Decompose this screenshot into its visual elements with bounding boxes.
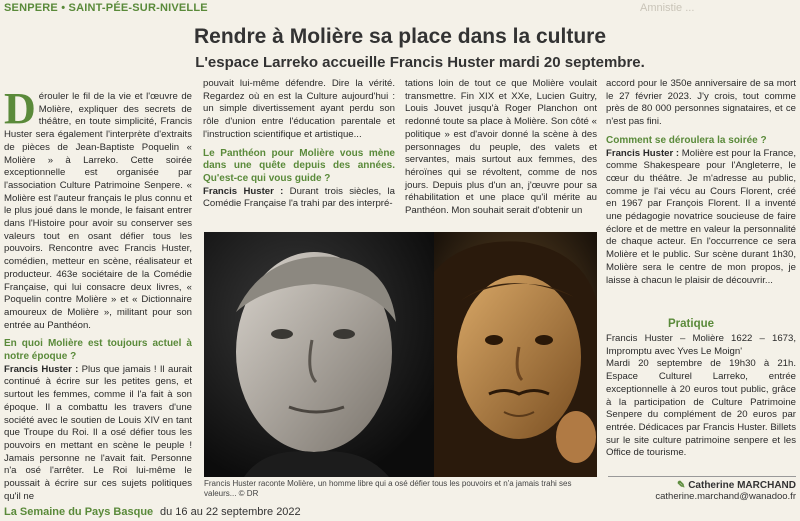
intro-text: érouler le fil de la vie et l'œuvre de Molière, expliquer des secrets de théâtre, en toute simplicité, Francis Huster sera également l'interprète d'extraits de pièces de Jean-Baptiste Poquelin « Molière » à Larreko. Cette soirée exceptionnelle est organisée par l'association Culture Patrimoine Senpere. « Molière est l'auteur français le plus connu et le plus joué dans le monde, le faisant entrer dans l'Histoire pour avoir su conserver ses valeurs tout en osant défier tous les pouvoirs. Rencontre avec Francis Huster, comédien, metteur en scène, réalisateur et producteur. 463e sociétaire de la Comédie Française, qui lui consacre deux livres, « Poquelin contre Molière » et « Dictionnaire amoureux de Molière », militant pour son entrée au Panthéon. [4, 91, 192, 331]
pratique-box [606, 333, 796, 460]
pratique-details: Mardi 20 septembre de 19h30 à 21h. Espace Culturel Larreko, entrée exceptionnelle à 20 euros tout public, grâce à la participation de Culture Patrimoine Senpere du complément de 20 euros par entrée. Dédicaces par Francis Huster. Billets sur le site culture patrimoine senpere et les Office de tourisme. [606, 358, 796, 459]
column-3 [405, 78, 597, 218]
issue-date: du 16 au 22 septembre 2022 [160, 506, 301, 518]
article-subtitle: L'espace Larreko accueille Francis Huster mardi 20 septembre. [195, 54, 645, 71]
dropcap: D [4, 84, 36, 133]
intro-paragraph [4, 84, 192, 332]
answer-3-text: Molière est pour la France, comme Shakespeare pour l'Angleterre, le cœur du théâtre. Je m'adresse au public, comme je l'ai vécu au Cours Florent, créé en 1967 par François Florent. Il a inventé une pédagogie novatrice soucieuse de faire éclore et de mettre en valeur la personnalité de chaque acteur. En l'occurrence ce sera Molière et le public. Sur scène durant 1h30, Molière sera le centre de mon propos, je laisse à chacun le plaisir de découvrir... [606, 147, 796, 286]
author-line [608, 480, 796, 491]
pratique-show: Francis Huster – Molière 1622 – 1673, Impromptu avec Yves Le Moign' [606, 333, 796, 357]
photo-illustration [204, 232, 597, 477]
byline [608, 476, 796, 502]
answer-1 [4, 364, 192, 504]
page-footer [0, 503, 800, 521]
article-photo [204, 232, 597, 477]
answer-2 [203, 186, 395, 211]
adjacent-page-text: Amnistie ... [640, 2, 695, 14]
column-4 [606, 78, 796, 287]
answer-3 [606, 148, 796, 288]
column-2 [203, 78, 395, 211]
section-label: SENPERE • SAINT-PÉE-SUR-NIVELLE [4, 2, 208, 14]
pratique-heading: Pratique [668, 318, 715, 330]
answer-1-text: Plus que jamais ! Il aurait continué à écrire sur les petites gens, et surtout les femmes, comme il l'a fait à son époque. Il a combattu les travers d'une société avec le soutien de Louis XIV en tant que Troupe du Roi. Il a osé défier tous les pouvoirs en mettant en scène le peuple ! Jamais personne ne l'avait fait. Personne n'a osé l'arrêter. Le Roi lui-même le poussait à écrire sur ces sujets politiques qu'il ne [4, 363, 192, 502]
question-2: Le Panthéon pour Molière vous mène dans une quête depuis des années. Qu'est-ce qui vous guide ? [203, 147, 395, 184]
speaker-label: Francis Huster : [4, 363, 79, 375]
photo-caption: Francis Huster raconte Molière, un homme libre qui a osé défier tous les pouvoirs et n'a jamais trahi ses valeurs... © DR [204, 479, 572, 498]
column-4-paragraph: accord pour le 350e anniversaire de sa mort le 27 février 2023. J'y crois, tout comme près de 80 000 personnes signataires, et ce n'est pas fini. [606, 78, 796, 128]
author-email[interactable]: catherine.marchand@wanadoo.fr [655, 491, 796, 502]
column-3-paragraph: tations loin de tout ce que Molière voulait transmettre. Fin XIX et XXe, Lucien Guitry, Louis Jouvet jusqu'à Roger Planchon ont redonné toute sa place à Molière. Son côté « politique » est d'avoir donné la scène à des personnages du peuple, des valets et servantes, mais surtout aux femmes, des héroïnes qui se révoltent, comme de nos jours. Depuis plus d'un an, j'œuvre pour sa réhabilitation et une place qu'il mérite au Panthéon. Mon souhait serait d'obtenir un [405, 78, 597, 217]
pen-icon: ✎ [677, 480, 689, 491]
page-header [0, 0, 800, 18]
publication-name: La Semaine du Pays Basque [4, 506, 154, 518]
speaker-label: Francis Huster : [203, 185, 284, 197]
question-1: En quoi Molière est toujours actuel à notre époque ? [4, 338, 192, 363]
column-2-paragraph: pouvait lui-même défendre. Dire la vérité. Regardez où en est la Culture aujourd'hui : un simple divertissement ayant perdu son rôle d'union entre l'éducation parentale et l'instruction scientifique et artistique... [203, 78, 395, 140]
author-name: Catherine MARCHAND [688, 480, 796, 491]
speaker-label: Francis Huster : [606, 147, 680, 159]
column-1 [4, 84, 192, 504]
question-3: Comment se déroulera la soirée ? [606, 134, 767, 146]
article-title: Rendre à Molière sa place dans la culture [194, 25, 606, 48]
answer-2-text: Durant trois siècles, la Comédie Française l'a trahi par des interpré- [203, 185, 395, 210]
